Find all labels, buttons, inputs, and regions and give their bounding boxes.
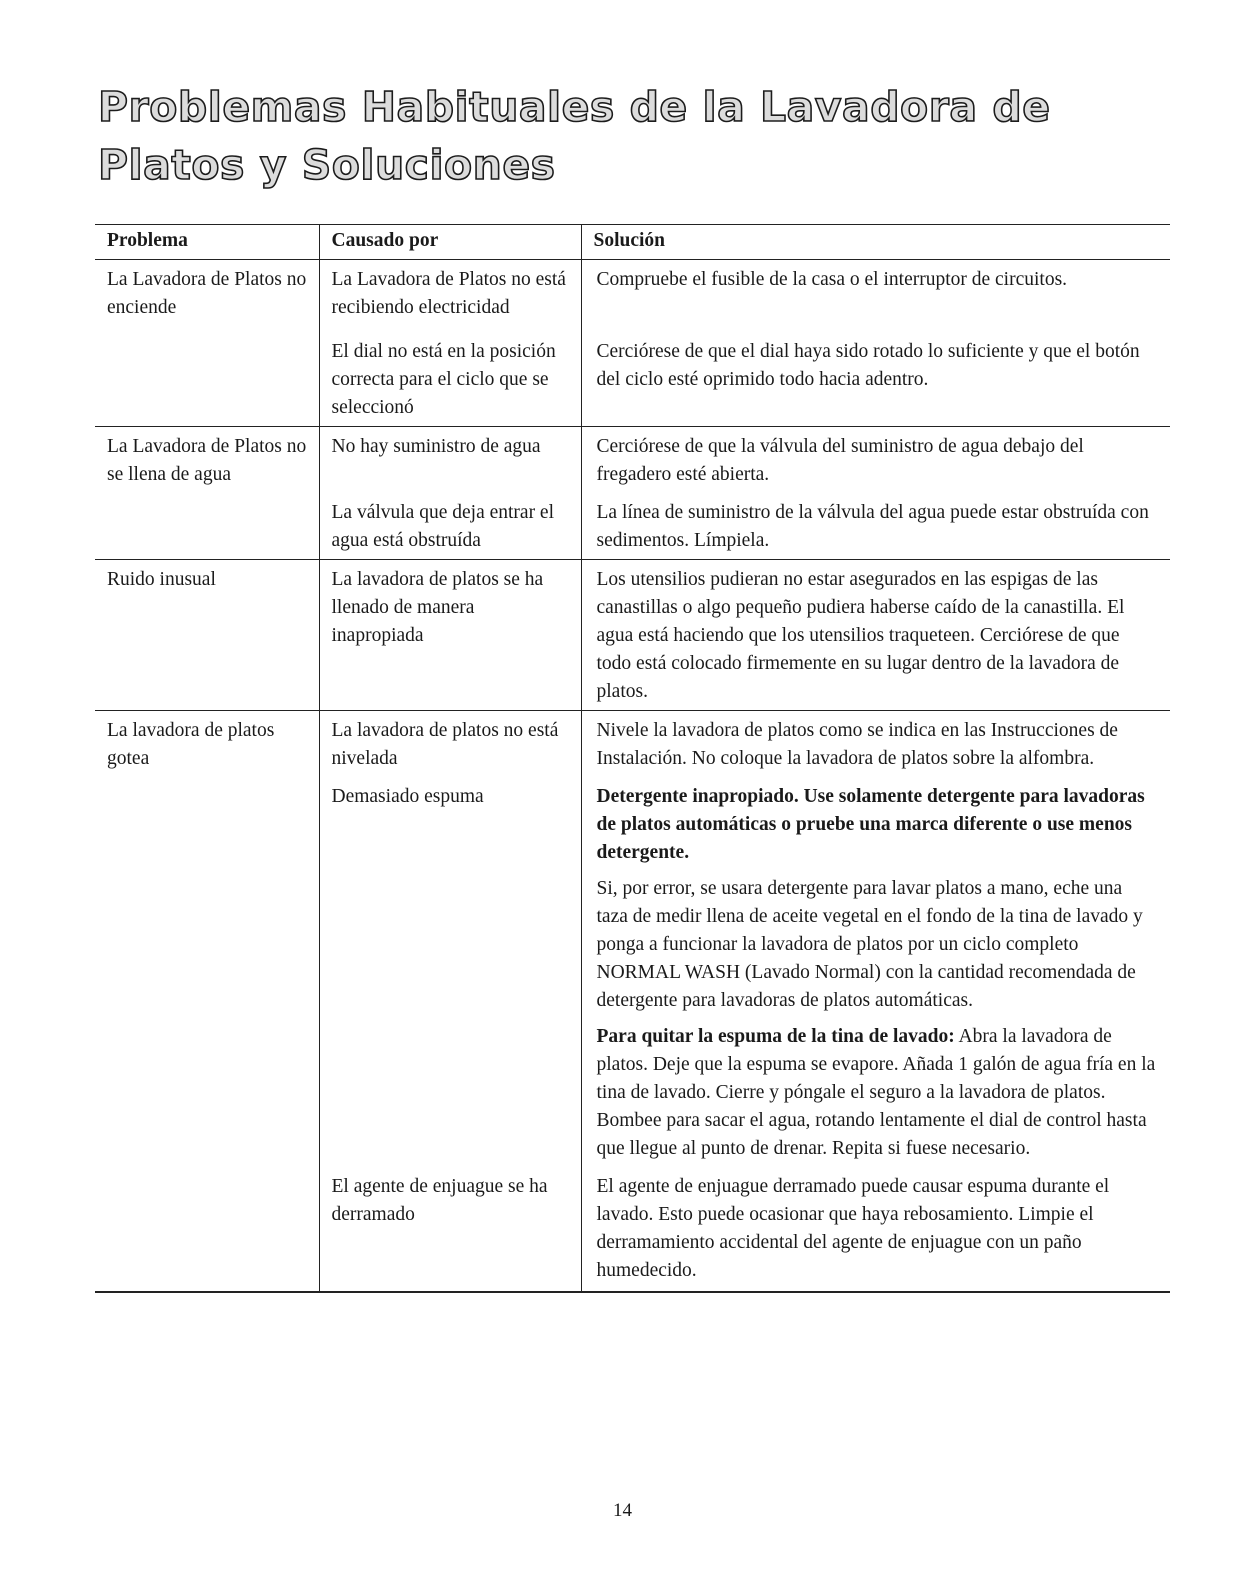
table-row bbox=[95, 427, 1170, 494]
table-row bbox=[95, 1167, 1170, 1292]
table-row bbox=[95, 560, 1170, 711]
cause-cell: La lavadora de platos no está nivelada bbox=[319, 711, 581, 778]
cause-cell: La lavadora de platos se ha llenado de manera inapropiada bbox=[319, 560, 581, 711]
solution-cell: Compruebe el fusible de la casa o el interruptor de circuitos. bbox=[581, 260, 1170, 327]
solution-paragraph bbox=[597, 1023, 1159, 1163]
solution-cell: El agente de enjuague derramado puede causar espuma durante el lavado. Esto puede ocasionar que haya rebosamiento. Limpie el derramamiento accidental del agente de enjuague con un paño humedecido. bbox=[581, 1167, 1170, 1292]
problem-cell bbox=[95, 326, 319, 427]
problem-cell: La Lavadora de Platos no se llena de agua bbox=[95, 427, 319, 494]
troubleshooting-table bbox=[95, 224, 1170, 1293]
solution-cell bbox=[581, 777, 1170, 1167]
solution-cell: Cerciórese de que la válvula del suministro de agua debajo del fregadero esté abierta. bbox=[581, 427, 1170, 494]
solution-lead-text: Para quitar la espuma de la tina de lavado: bbox=[596, 1026, 955, 1047]
cause-cell: La válvula que deja entrar el agua está obstruída bbox=[319, 493, 581, 560]
problem-cell bbox=[95, 493, 319, 560]
cause-cell: El agente de enjuague se ha derramado bbox=[319, 1167, 581, 1292]
solution-text: Abra la lavadora de platos. Deje que la espuma se evapore. Añada 1 galón de agua fría en la tina de lavado. Cierre y póngale el seguro a la lavadora de platos. Bombee para sacar el agua, rotando lentamente el dial de control hasta que llegue al punto de drenar. Repita si fuese necesario. bbox=[596, 1026, 1156, 1159]
table-row bbox=[95, 260, 1170, 327]
solution-paragraph: Si, por error, se usara detergente para lavar platos a mano, eche una taza de medir llena de aceite vegetal en el fondo de la tina de lavado y ponga a funcionar la lavadora de platos por un ciclo completo NORMAL WASH (Lavado Normal) con la cantidad recomendada de detergente para lavadoras de platos automáticas. bbox=[596, 878, 1143, 1011]
problem-cell bbox=[95, 1167, 319, 1292]
solution-cell: Nivele la lavadora de platos como se indica en las Instrucciones de Instalación. No coloque la lavadora de platos sobre la alfombra. bbox=[581, 711, 1170, 778]
problem-cell bbox=[95, 777, 319, 1167]
solution-cell: Los utensilios pudieran no estar asegurados en las espigas de las canastillas o algo pequeño pudiera haberse caído de la canastilla. El agua está haciendo que los utensilios traqueteen. Cerciórese de que todo está colocado firmemente en su lugar dentro de la lavadora de platos. bbox=[581, 560, 1170, 711]
problem-cell: Ruido inusual bbox=[95, 560, 319, 711]
table-header-row bbox=[95, 225, 1170, 260]
header-cause: Causado por bbox=[319, 225, 581, 260]
solution-bold-paragraph: Detergente inapropiado. Use solamente detergente para lavadoras de platos automáticas o pruebe una marca diferente o use menos detergente. bbox=[596, 786, 1145, 863]
table-row bbox=[95, 777, 1170, 1167]
page-number: 14 bbox=[613, 1500, 632, 1521]
problem-cell: La lavadora de platos gotea bbox=[95, 711, 319, 778]
header-solution: Solución bbox=[581, 225, 1170, 260]
cause-cell: Demasiado espuma bbox=[319, 777, 581, 1167]
problem-cell: La Lavadora de Platos no enciende bbox=[95, 260, 319, 327]
solution-cell: Cerciórese de que el dial haya sido rotado lo suficiente y que el botón del ciclo esté oprimido todo hacia adentro. bbox=[581, 326, 1170, 427]
table-row bbox=[95, 711, 1170, 778]
cause-cell: El dial no está en la posición correcta para el ciclo que se seleccionó bbox=[319, 326, 581, 427]
cause-cell: La Lavadora de Platos no está recibiendo electricidad bbox=[319, 260, 581, 327]
header-problem: Problema bbox=[95, 225, 319, 260]
page-title: Problemas Habituales de la Lavadora de Platos y Soluciones bbox=[98, 83, 1051, 189]
cause-cell: No hay suministro de agua bbox=[319, 427, 581, 494]
table-row bbox=[95, 493, 1170, 560]
table-row bbox=[95, 326, 1170, 427]
solution-cell: La línea de suministro de la válvula del agua puede estar obstruída con sedimentos. Límpiela. bbox=[581, 493, 1170, 560]
